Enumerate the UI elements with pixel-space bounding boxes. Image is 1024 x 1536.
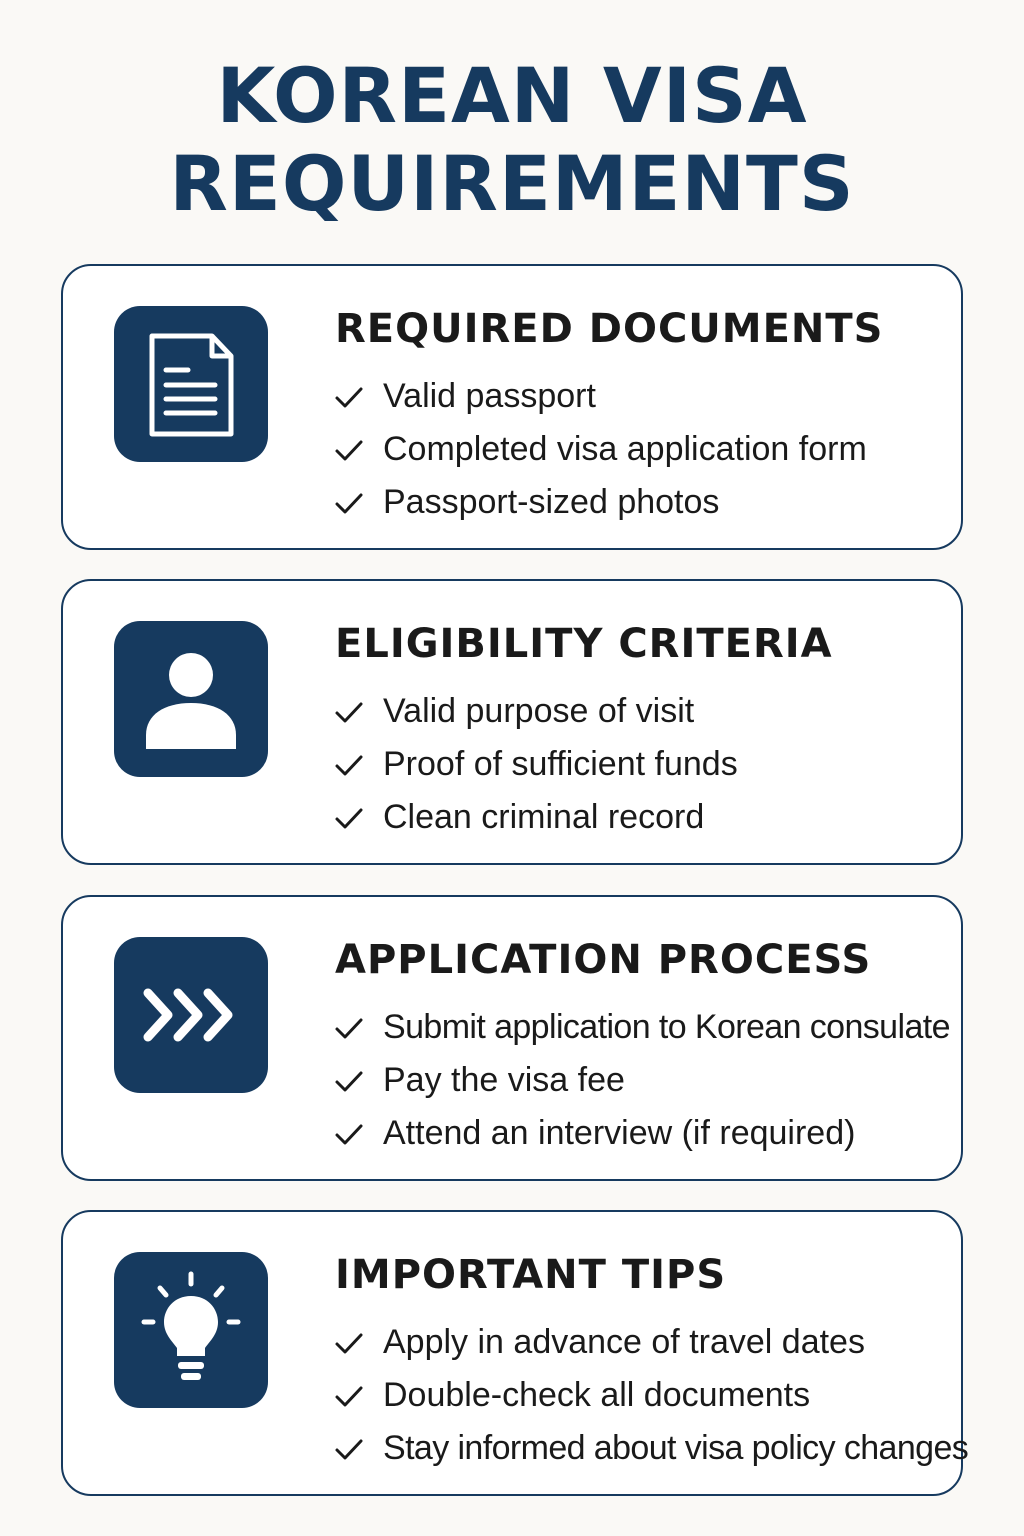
list-item-text: Attend an interview (if required) xyxy=(383,1114,856,1152)
checklist xyxy=(333,685,738,844)
list-item-text: Submit application to Korean consulate xyxy=(383,1008,950,1046)
list-item-text: Valid passport xyxy=(383,377,596,415)
chevrons-right-icon xyxy=(114,937,268,1093)
checkmark-icon xyxy=(333,1118,365,1150)
person-icon xyxy=(114,621,268,777)
list-item xyxy=(333,1369,968,1422)
section-heading: IMPORTANT TIPS xyxy=(335,1252,727,1298)
list-item-text: Completed visa application form xyxy=(383,430,867,468)
list-item-text: Proof of sufficient funds xyxy=(383,745,738,783)
list-item xyxy=(333,423,867,476)
checkmark-icon xyxy=(333,1433,365,1465)
checkmark-icon xyxy=(333,1012,365,1044)
eligibility-criteria-card xyxy=(61,579,963,865)
page-title xyxy=(0,52,1024,228)
list-item-text: Apply in advance of travel dates xyxy=(383,1323,865,1361)
checklist xyxy=(333,370,867,529)
list-item xyxy=(333,1422,968,1475)
list-item xyxy=(333,738,738,791)
checkmark-icon xyxy=(333,749,365,781)
list-item xyxy=(333,1107,950,1160)
checkmark-icon xyxy=(333,696,365,728)
list-item-text: Valid purpose of visit xyxy=(383,692,695,730)
checkmark-icon xyxy=(333,802,365,834)
list-item xyxy=(333,685,738,738)
page-title-line-1: KOREAN VISA xyxy=(216,51,808,140)
list-item-text: Stay informed about visa policy changes xyxy=(383,1429,969,1467)
section-heading: APPLICATION PROCESS xyxy=(335,937,872,983)
checklist xyxy=(333,1001,950,1160)
list-item xyxy=(333,370,867,423)
list-item xyxy=(333,791,738,844)
list-item-text: Pay the visa fee xyxy=(383,1061,625,1099)
list-item xyxy=(333,1316,968,1369)
list-item xyxy=(333,476,867,529)
section-heading: REQUIRED DOCUMENTS xyxy=(335,306,884,352)
checkmark-icon xyxy=(333,381,365,413)
list-item-text: Passport-sized photos xyxy=(383,483,720,521)
checkmark-icon xyxy=(333,1380,365,1412)
checkmark-icon xyxy=(333,487,365,519)
important-tips-card xyxy=(61,1210,969,1496)
document-icon xyxy=(114,306,268,462)
application-process-card xyxy=(61,895,963,1181)
required-documents-card xyxy=(61,264,963,550)
list-item-text: Double-check all documents xyxy=(383,1376,811,1414)
checkmark-icon xyxy=(333,434,365,466)
section-heading: ELIGIBILITY CRITERIA xyxy=(335,621,833,667)
page-title-line-2: REQUIREMENTS xyxy=(169,139,855,228)
checkmark-icon xyxy=(333,1065,365,1097)
list-item xyxy=(333,1054,950,1107)
checkmark-icon xyxy=(333,1327,365,1359)
list-item-text: Clean criminal record xyxy=(383,798,705,836)
checklist xyxy=(333,1316,968,1475)
lightbulb-icon xyxy=(114,1252,268,1408)
list-item xyxy=(333,1001,950,1054)
